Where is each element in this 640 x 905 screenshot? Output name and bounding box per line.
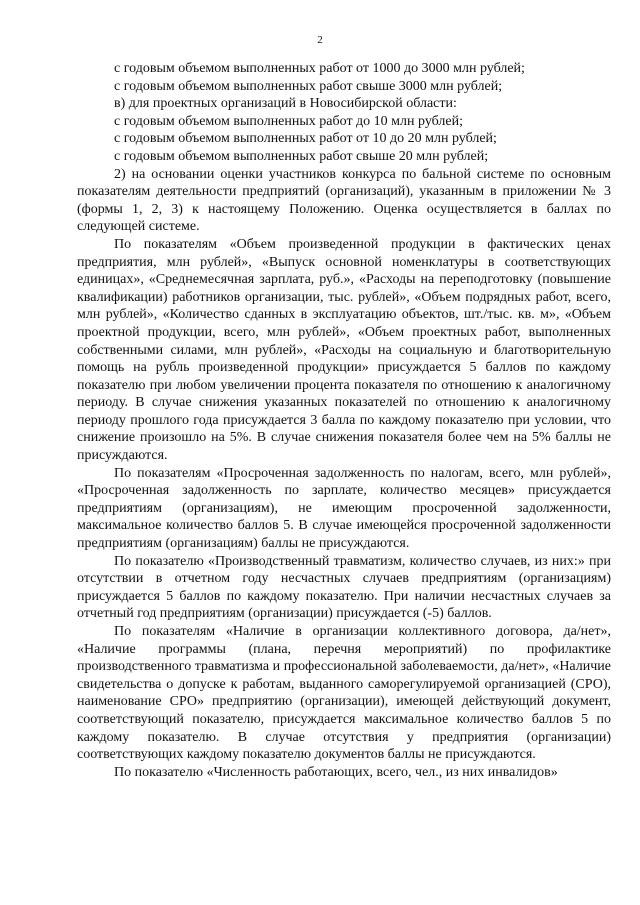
list-item: с годовым объемом выполненных работ от 1000 до 3000 млн рублей; [114,61,525,76]
paragraph-scoring-basis: 2) на основании оценки участников конкурса по бальной системе по основным показателям деятельности предприятий (организаций), указанным в приложении № 3 (формы 1, 2, 3) к настоящему Положению. Оценка осуществляется в баллах по следующей системе. [77,166,611,235]
list-item: с годовым объемом выполненных работ от 10 до 20 млн рублей; [114,131,497,147]
list-item: с годовым объемом выполненных работ свыше 20 млн рублей; [114,148,489,164]
document-body [77,60,611,781]
list-item: в) для проектных организаций в Новосибирской области: [114,96,457,112]
paragraph-production-indicators: По показателям «Объем произведенной продукции в фактических ценах предприятия, млн рублей», «Выпуск основной номенклатуры в соответствующих единицах», «Среднемесячная зарплата, руб.», «Расходы на переподготовку (повышение квалификации) работников организации, тыс. рублей», «Объем подрядных работ, всего, млн рублей», «Количество сданных в эксплуатацию объектов, шт./тыс. кв. м», «Объем проектной продукции, всего, млн рублей», «Объем проектных работ, выполненных собственными силами, млн рублей», «Расходы на социальную и благотворительную помощь на рубль произведенной продукции» присуждается 5 баллов по каждому показателю при любом увеличении процента показателя по отношению к аналогичному периоду. В случае снижения указанных показателей по отношению к аналогичному периоду прошлого года присуждается 3 балла по каждому показателю при условии, что снижение произошло на 5%. В случае снижения показателя более чем на 5% баллы не присуждаются. [77,236,611,464]
list-item: с годовым объемом выполненных работ до 10 млн рублей; [114,113,464,129]
page-number: 2 [317,34,323,46]
paragraph-injuries: По показателю «Производственный травматизм, количество случаев, из них:» при отсутствии в отчетном году несчастных случаев предприятиям (организациям) присуждается 5 баллов по каждому показателю. При наличии несчастных случаев за отчетный год предприятиям (организации) присуждается (-5) баллов. [77,553,611,622]
list-item: с годовым объемом выполненных работ свыше 3000 млн рублей; [114,78,503,94]
paragraph-headcount: По показателю «Численность работающих, всего, чел., из них инвалидов» [114,764,558,780]
paragraph-overdue-debt: По показателям «Просроченная задолженность по налогам, всего, млн рублей», «Просроченная задолженность по зарплате, количество месяцев» присуждается предприятиям (организациям), не имеющим просроченной задолженности, максимальное количество баллов 5. В случае имеющейся просроченной задолженности предприятиям (организациям) баллы не присуждаются. [77,465,611,552]
paragraph-documents: По показателям «Наличие в организации коллективного договора, да/нет», «Наличие программы (плана, перечня мероприятий) по профилактике производственного травматизма и профессиональной заболеваемости, да/нет», «Наличие свидетельства о допуске к работам, выданного саморегулируемой организацией (СРО), наименование СРО» предприятию (организации), имеющей действующий документ, соответствующий показателю, присуждается максимальное количество баллов 5 по каждому показателю. В случае отсутствия у предприятия (организации) соответствующих каждому показателю документов баллы не присуждаются. [77,624,611,763]
